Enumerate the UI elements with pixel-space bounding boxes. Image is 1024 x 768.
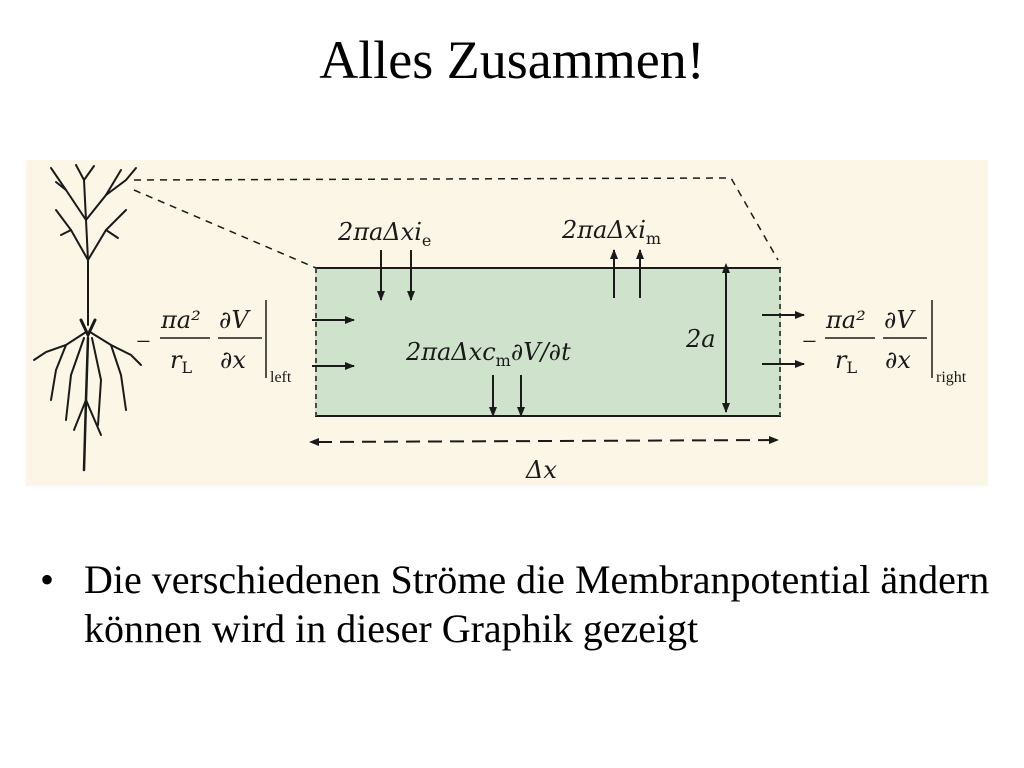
capacitive-current-label: 2πaΔxc$_m$∂V/∂t xyxy=(406,338,571,370)
cable-compartment-diagram xyxy=(26,160,988,486)
bullet-item xyxy=(40,556,1000,654)
bullet-marker: • xyxy=(40,557,55,602)
membrane-current-label: 2πaΔxi$_m$ xyxy=(562,216,662,248)
svg-text:∂x: ∂x xyxy=(220,346,246,374)
extracellular-current-label: 2πaΔxi$_e$ xyxy=(338,218,432,250)
svg-text:left: left xyxy=(270,369,292,386)
svg-text:rL: $r_L$ xyxy=(170,346,193,377)
svg-text:∂x: ∂x xyxy=(885,346,911,374)
svg-text:−: − xyxy=(136,327,151,356)
svg-text:πa²: πa² xyxy=(161,306,201,334)
svg-text:πa²: πa² xyxy=(826,306,866,334)
bullet-list xyxy=(40,556,1000,654)
diameter-label: 2a xyxy=(686,325,716,353)
length-label: Δx xyxy=(526,456,557,484)
svg-text:∂V: ∂V xyxy=(884,306,914,334)
svg-text:right: right xyxy=(936,369,967,386)
svg-text:−: − xyxy=(802,327,817,356)
svg-text:∂V: ∂V xyxy=(219,306,249,334)
bullet-text: Die verschiedenen Ströme die Membranpotential ändern können wird in dieser Graphik gezeigt xyxy=(84,557,990,651)
slide-title: Alles Zusammen! xyxy=(319,30,705,90)
svg-text:rL: $r_L$ xyxy=(835,346,858,377)
